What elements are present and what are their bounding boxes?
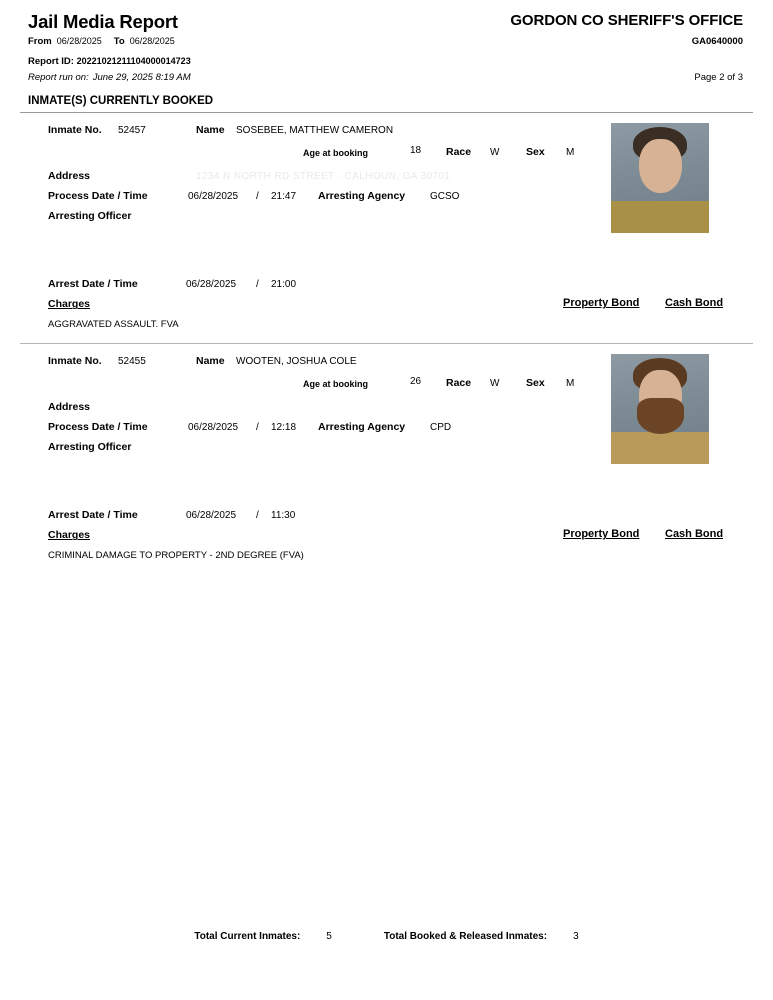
report-id-row [28,56,743,67]
address-label: Address [48,401,91,414]
charges-label: Charges [48,298,91,311]
inmate-no-label: Inmate No. [48,124,102,137]
process-time-value: 12:18 [271,422,297,434]
header-daterange-row [28,36,743,47]
total-current-inmates-value: 5 [326,931,332,942]
to-value: 06/28/2025 [129,36,175,47]
process-datetime-label: Process Date / Time [48,421,148,434]
total-current-inmates-label: Total Current Inmates: [194,931,301,942]
run-on-value: June 29, 2025 8:19 AM [92,72,191,84]
total-booked-released-inmates [384,931,579,942]
report-header [0,0,773,83]
arrest-datetime-label: Arrest Date / Time [48,509,138,522]
age-value: 18 [410,145,422,157]
inmate-no-label: Inmate No. [48,355,102,368]
sex-label: Sex [526,377,545,390]
date-range [28,36,187,47]
report-runon-row [28,72,743,83]
arresting-agency-value: GCSO [430,191,460,203]
address-value: 1234 N NORTH RD STREET - CALHOUN, GA 30701 [196,171,451,183]
arrest-date-value: 06/28/2025 [186,279,237,291]
race-value: W [490,147,500,159]
arrest-date-value: 06/28/2025 [186,510,237,522]
arrest-time-value: 21:00 [271,279,297,291]
agency-id: GA0640000 [691,36,743,48]
arresting-officer-label: Arresting Officer [48,441,132,454]
race-label: Race [446,377,472,390]
inmate-no-value: 52457 [118,125,146,137]
property-bond-label[interactable]: Property Bond [563,297,640,310]
inmate-no-value: 52455 [118,356,146,368]
arrest-datetime-separator: / [256,510,259,522]
from-value: 06/28/2025 [56,36,102,47]
total-booked-released-value: 3 [573,931,579,942]
section-title: INMATE(S) CURRENTLY BOOKED [28,95,214,108]
inmate-record [20,344,753,569]
report-id-label: Report ID: [28,56,74,68]
race-label: Race [446,146,472,159]
address-label: Address [48,170,91,183]
name-value: WOOTEN, JOSHUA COLE [236,356,357,368]
arresting-officer-label: Arresting Officer [48,210,132,223]
arrest-datetime-label: Arrest Date / Time [48,278,138,291]
name-label: Name [196,124,225,137]
sex-value: M [566,147,575,159]
sex-label: Sex [526,146,545,159]
page-title: Jail Media Report [28,11,178,32]
report-id-value: 20221021211104000014723 [76,56,191,67]
inmate-record [20,113,753,338]
total-booked-released-label: Total Booked & Released Inmates: [383,931,548,942]
datetime-separator: / [256,422,259,434]
process-datetime-label: Process Date / Time [48,190,148,203]
process-time-value: 21:47 [271,191,297,203]
arresting-agency-label: Arresting Agency [318,421,406,434]
run-on-label: Report run on: [28,72,89,84]
page-number: Page 2 of 3 [694,72,743,84]
age-label: Age at booking [303,379,368,390]
report-run-on [28,72,191,83]
from-label: From [28,36,52,48]
arrest-time-value: 11:30 [271,510,296,522]
name-value: SOSEBEE, MATTHEW CAMERON [236,125,394,137]
name-label: Name [196,355,225,368]
property-bond-label[interactable]: Property Bond [563,528,640,541]
age-label: Age at booking [303,148,368,159]
sex-value: M [566,378,575,390]
cash-bond-label[interactable]: Cash Bond [665,297,724,310]
office-name: GORDON CO SHERIFF'S OFFICE [510,12,743,29]
arresting-agency-value: CPD [430,422,452,434]
arrest-datetime-separator: / [256,279,259,291]
datetime-separator: / [256,191,259,203]
process-date-value: 06/28/2025 [188,422,239,434]
arresting-agency-label: Arresting Agency [318,190,406,203]
cash-bond-label[interactable]: Cash Bond [665,528,724,541]
header-top-row [28,12,743,32]
total-current-inmates [194,931,332,942]
age-value: 26 [410,376,422,388]
to-label: To [113,36,125,48]
charges-label: Charges [48,529,91,542]
report-footer [0,931,773,942]
charge-item: AGGRAVATED ASSAULT. FVA [48,319,179,331]
process-date-value: 06/28/2025 [188,191,239,203]
race-value: W [490,378,500,390]
charge-item: CRIMINAL DAMAGE TO PROPERTY - 2ND DEGREE (FVA) [48,550,304,562]
